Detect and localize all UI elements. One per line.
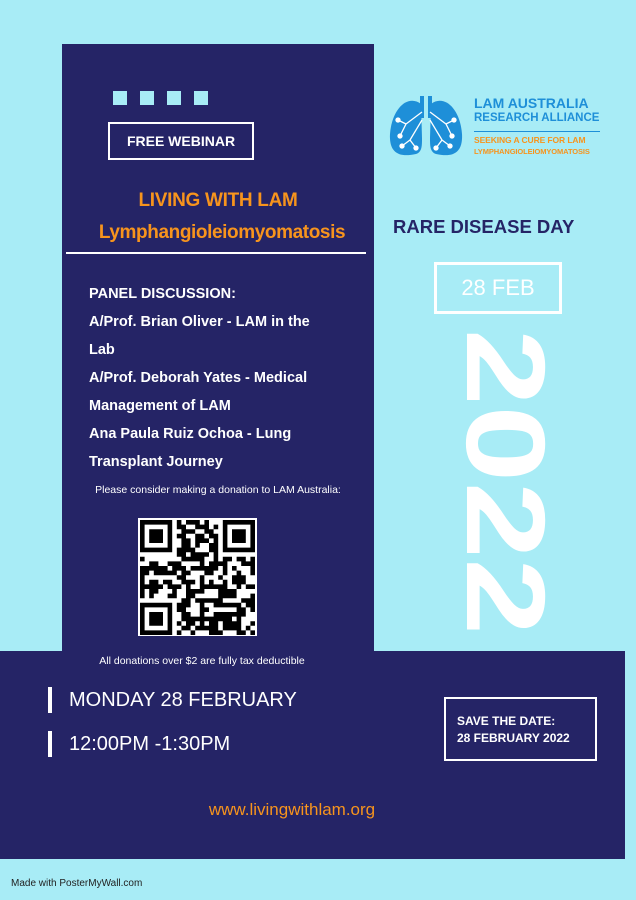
accent-bar xyxy=(48,687,52,713)
made-with-credit: Made with PosterMyWall.com xyxy=(11,878,143,889)
event-year xyxy=(415,329,625,637)
event-year-text: 2022 xyxy=(443,329,568,579)
event-title: LIVING WITH LAM xyxy=(138,190,298,211)
organization-tagline xyxy=(474,135,590,157)
organization-name-line1: LAM AUSTRALIA xyxy=(474,95,589,111)
free-webinar-badge: FREE WEBINAR xyxy=(108,122,254,160)
panel-discussion xyxy=(89,280,359,476)
organization-name-line2: RESEARCH ALLIANCE xyxy=(474,112,600,124)
square-decoration xyxy=(194,91,208,105)
panel-line: Transplant Journey xyxy=(89,454,223,470)
square-decoration xyxy=(140,91,154,105)
panel-heading: PANEL DISCUSSION: xyxy=(89,286,236,302)
lungs-icon xyxy=(386,90,466,162)
panel-line: A/Prof. Brian Oliver - LAM in the xyxy=(89,314,310,330)
donation-text: Please consider making a donation to LAM Australia: xyxy=(95,484,341,496)
decorative-squares xyxy=(113,91,208,105)
tagline-line1: SEEKING A CURE FOR LAM xyxy=(474,135,586,145)
event-day-box: 28 FEB xyxy=(434,262,562,314)
panel-line: Ana Paula Ruiz Ochoa - Lung xyxy=(89,426,292,442)
panel-line: A/Prof. Deborah Yates - Medical xyxy=(89,370,308,386)
event-date: MONDAY 28 FEBRUARY xyxy=(69,688,297,711)
panel-line: Management of LAM xyxy=(89,398,231,414)
organization-divider xyxy=(474,131,600,132)
event-date-row xyxy=(48,687,297,713)
qr-code-graphic xyxy=(138,518,257,636)
rare-disease-day-heading: RARE DISEASE DAY xyxy=(393,216,575,237)
square-decoration xyxy=(113,91,127,105)
square-decoration xyxy=(167,91,181,105)
website-link[interactable]: www.livingwithlam.org xyxy=(208,800,376,819)
donation-qr-code[interactable] xyxy=(138,518,257,636)
tagline-line2: LYMPHANGIOLEIOMYOMATOSIS xyxy=(474,147,590,156)
event-subtitle: Lymphangioleiomyomatosis xyxy=(98,222,346,243)
title-divider xyxy=(66,252,366,254)
panel-line: Lab xyxy=(89,342,115,358)
save-the-date-value: 28 FEBRUARY 2022 xyxy=(457,731,570,745)
qr-modules xyxy=(140,520,255,635)
event-time-row xyxy=(48,731,230,757)
accent-bar xyxy=(48,731,52,757)
organization-name xyxy=(474,96,599,126)
event-time: 12:00PM -1:30PM xyxy=(69,732,231,755)
save-the-date-label: SAVE THE DATE: xyxy=(457,714,556,728)
save-the-date-box xyxy=(444,697,597,761)
tax-note: All donations over $2 are fully tax deductible xyxy=(99,655,305,667)
